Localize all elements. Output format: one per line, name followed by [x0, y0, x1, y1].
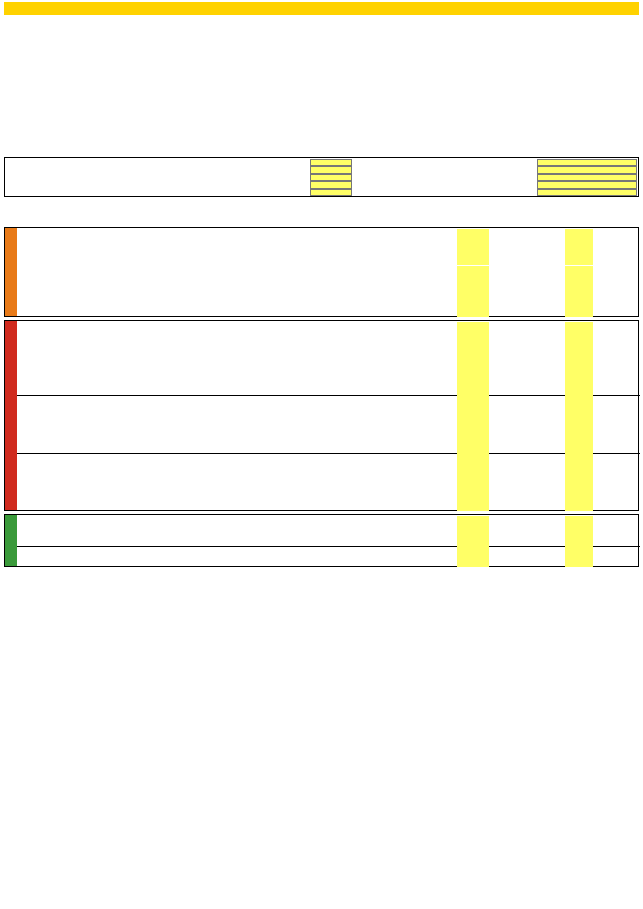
bpm-left-value — [310, 181, 352, 189]
bpm-right-value — [537, 181, 637, 189]
cell-c1 — [457, 409, 489, 416]
section-social — [4, 320, 639, 512]
cell-c4 — [565, 244, 593, 251]
table-row — [5, 373, 640, 380]
cell-c1 — [457, 273, 489, 280]
table-row — [5, 395, 640, 402]
table-row — [5, 358, 640, 365]
cell-c4 — [565, 351, 593, 358]
table-row — [5, 446, 640, 453]
bpm-left-value — [310, 159, 352, 167]
cell-c1 — [457, 424, 489, 431]
table-row — [5, 236, 640, 243]
cell-c4 — [565, 460, 593, 467]
cell-c1 — [457, 258, 489, 265]
cell-c1 — [457, 309, 489, 316]
cell-c4 — [565, 468, 593, 475]
table-row — [5, 524, 640, 531]
cell-c4 — [565, 336, 593, 343]
cell-c4 — [565, 416, 593, 423]
cell-c4 — [565, 402, 593, 409]
cell-c1 — [457, 560, 489, 567]
cell-c1 — [457, 531, 489, 538]
table-row — [5, 258, 640, 265]
cell-c4 — [565, 453, 593, 460]
cell-c4 — [565, 497, 593, 504]
table-row — [5, 416, 640, 423]
table-row — [5, 460, 640, 467]
table-row — [5, 251, 640, 258]
cell-c4 — [565, 258, 593, 265]
cell-c1 — [457, 489, 489, 496]
bpm-right-value — [537, 174, 637, 182]
cell-c4 — [565, 302, 593, 309]
cell-c4 — [565, 524, 593, 531]
cell-c1 — [457, 516, 489, 523]
cell-c1 — [457, 438, 489, 445]
section-environmental — [4, 514, 639, 567]
table-row — [5, 475, 640, 482]
cell-c4 — [565, 295, 593, 302]
cell-c4 — [565, 266, 593, 273]
table-row — [5, 546, 640, 553]
bpm-table — [4, 157, 639, 197]
cell-c1 — [457, 336, 489, 343]
cell-c1 — [457, 446, 489, 453]
cell-c4 — [565, 409, 593, 416]
table-row — [5, 329, 640, 336]
cell-c4 — [565, 329, 593, 336]
table-row — [5, 273, 640, 280]
cell-c1 — [457, 295, 489, 302]
cell-c4 — [565, 553, 593, 560]
bpm-right-value — [537, 189, 637, 197]
cell-c1 — [457, 431, 489, 438]
cell-c1 — [457, 387, 489, 394]
cell-c1 — [457, 244, 489, 251]
cell-c4 — [565, 380, 593, 387]
page-header — [4, 2, 639, 15]
table-row — [5, 336, 640, 343]
bpm-left-value — [310, 174, 352, 182]
table-row — [5, 402, 640, 409]
table-row — [5, 538, 640, 545]
cell-c1 — [457, 395, 489, 402]
cell-c4 — [565, 395, 593, 402]
cell-c1 — [457, 236, 489, 243]
cell-c1 — [457, 365, 489, 372]
table-row — [5, 497, 640, 504]
table-row — [5, 380, 640, 387]
bpm-right-value — [537, 159, 637, 167]
cell-c1 — [457, 538, 489, 545]
table-row — [5, 229, 640, 236]
cell-c1 — [457, 453, 489, 460]
cell-c4 — [565, 273, 593, 280]
table-row — [5, 431, 640, 438]
table-row — [5, 560, 640, 567]
cell-c1 — [457, 351, 489, 358]
cell-c1 — [457, 373, 489, 380]
table-row — [5, 244, 640, 251]
bpm-left-value — [310, 189, 352, 197]
cell-c4 — [565, 516, 593, 523]
cell-c4 — [565, 475, 593, 482]
table-row — [5, 387, 640, 394]
cell-c1 — [457, 416, 489, 423]
bpm-right-value — [537, 166, 637, 174]
table-row — [5, 453, 640, 460]
cell-c1 — [457, 504, 489, 511]
bpm-left-value — [310, 166, 352, 174]
cell-c4 — [565, 489, 593, 496]
cell-c4 — [565, 438, 593, 445]
cell-c4 — [565, 424, 593, 431]
table-row — [5, 365, 640, 372]
section-utility — [4, 227, 639, 317]
cell-c4 — [565, 373, 593, 380]
cell-c1 — [457, 280, 489, 287]
cell-c1 — [457, 402, 489, 409]
cell-c1 — [457, 553, 489, 560]
cell-c4 — [565, 251, 593, 258]
table-row — [5, 438, 640, 445]
cell-c1 — [457, 287, 489, 294]
cell-c1 — [457, 229, 489, 236]
table-row — [5, 295, 640, 302]
cell-c4 — [565, 387, 593, 394]
cell-c4 — [565, 343, 593, 350]
table-row — [5, 280, 640, 287]
table-row — [5, 531, 640, 538]
cell-c1 — [457, 322, 489, 329]
cell-c4 — [565, 358, 593, 365]
cell-c1 — [457, 524, 489, 531]
table-row — [5, 468, 640, 475]
table-row — [5, 266, 640, 273]
cell-c4 — [565, 531, 593, 538]
cell-c4 — [565, 236, 593, 243]
cell-c4 — [565, 280, 593, 287]
table-row — [5, 322, 640, 329]
cell-c1 — [457, 497, 489, 504]
cell-c4 — [565, 482, 593, 489]
cell-c4 — [565, 546, 593, 553]
table-row — [5, 287, 640, 294]
table-row — [5, 489, 640, 496]
cell-c1 — [457, 475, 489, 482]
cell-c1 — [457, 546, 489, 553]
cell-c4 — [565, 538, 593, 545]
cell-c4 — [565, 309, 593, 316]
cell-c1 — [457, 380, 489, 387]
cell-c4 — [565, 287, 593, 294]
cell-c4 — [565, 322, 593, 329]
cell-c4 — [565, 431, 593, 438]
cell-c1 — [457, 266, 489, 273]
cell-c1 — [457, 329, 489, 336]
table-row — [5, 302, 640, 309]
table-row — [5, 309, 640, 316]
table-row — [5, 482, 640, 489]
cell-c4 — [565, 365, 593, 372]
table-row — [5, 351, 640, 358]
table-row — [5, 516, 640, 523]
table-row — [5, 409, 640, 416]
cell-c1 — [457, 302, 489, 309]
cell-c1 — [457, 460, 489, 467]
cell-c1 — [457, 358, 489, 365]
table-row — [5, 424, 640, 431]
table-row — [5, 553, 640, 560]
cell-c4 — [565, 504, 593, 511]
cell-c1 — [457, 482, 489, 489]
table-row — [5, 343, 640, 350]
cell-c4 — [565, 560, 593, 567]
cell-c1 — [457, 468, 489, 475]
cell-c1 — [457, 251, 489, 258]
cell-c4 — [565, 229, 593, 236]
cell-c4 — [565, 446, 593, 453]
cell-c1 — [457, 343, 489, 350]
table-row — [5, 504, 640, 511]
